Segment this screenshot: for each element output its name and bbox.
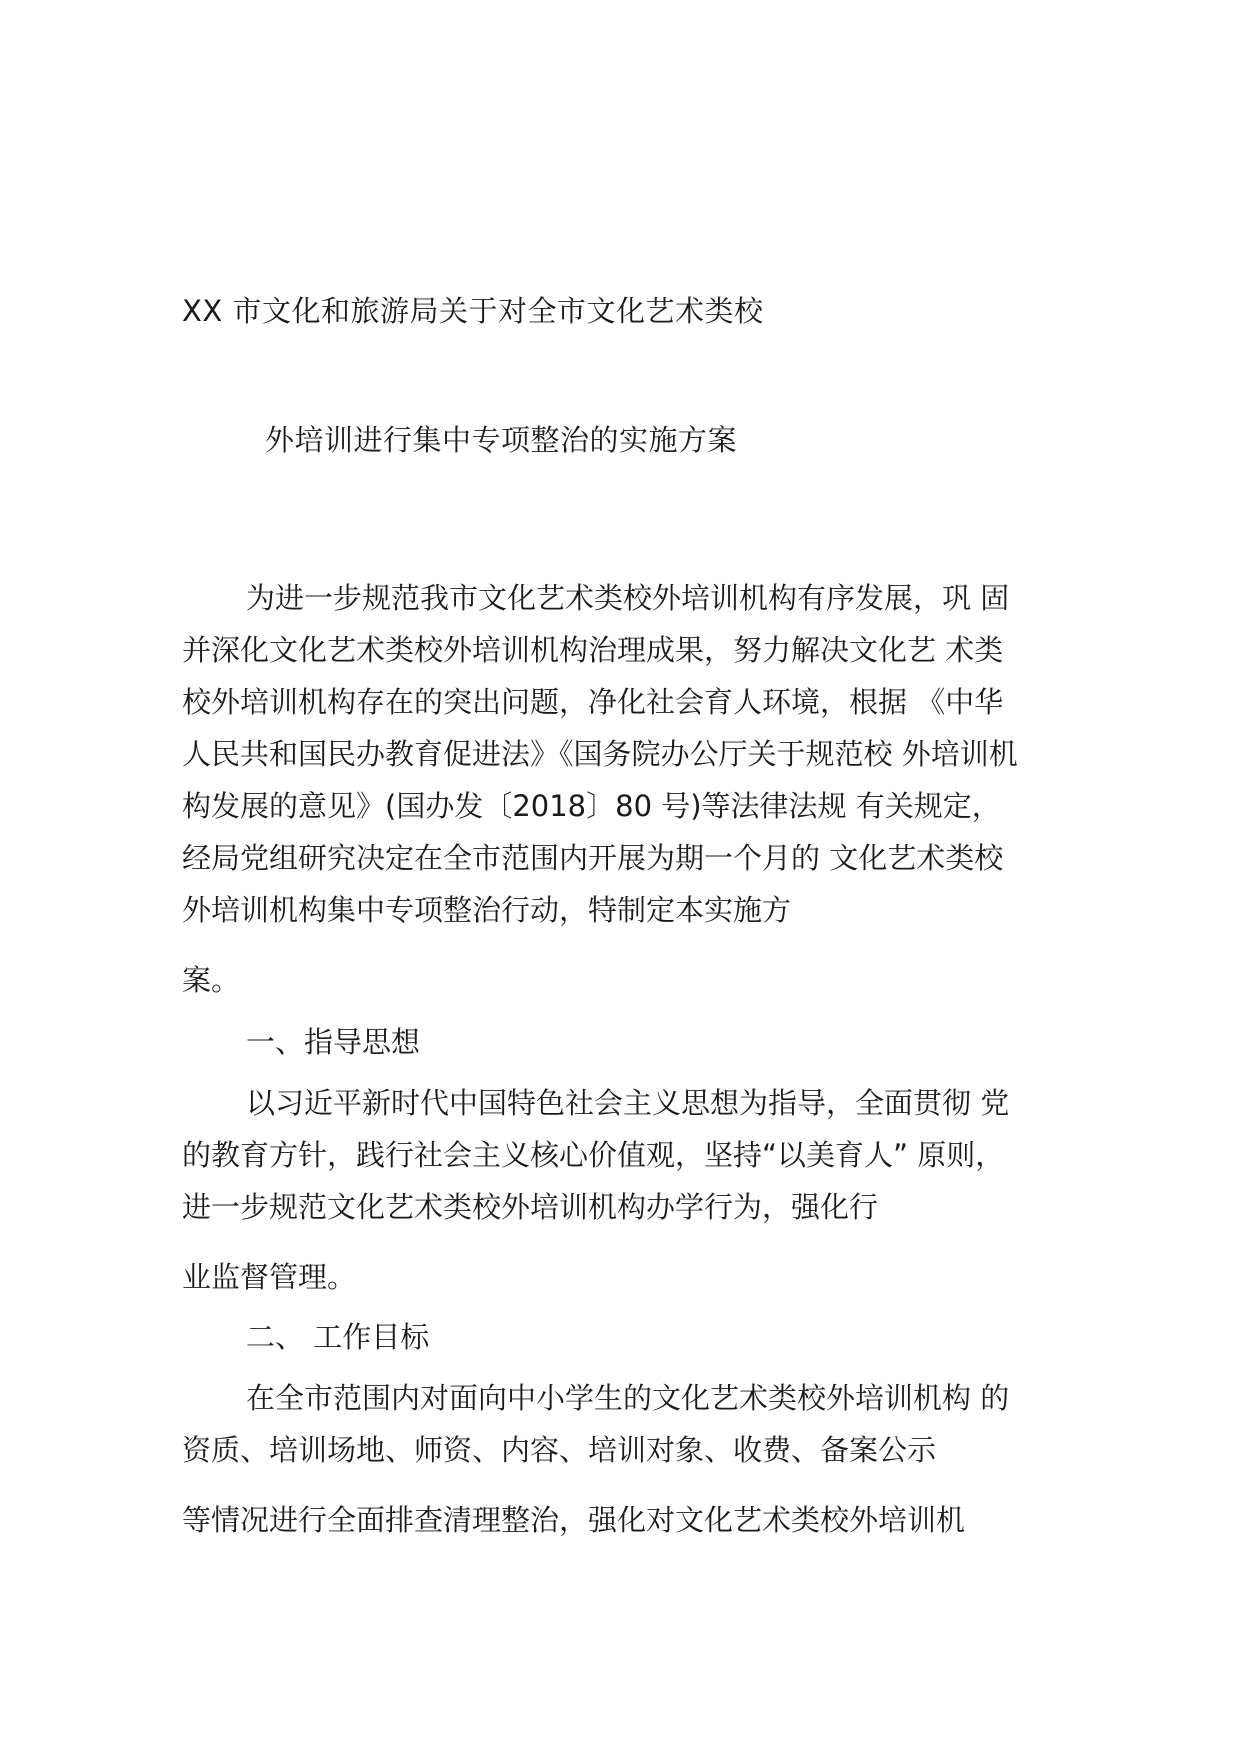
paragraph-line: 经局党组研究决定在全市范围内开展为期一个月的 文化艺术类校 [182,841,1004,875]
paragraph-line: 为进一步规范我市文化艺术类校外培训机构有序发展，巩 固 [246,581,1010,615]
paragraph-line: 案。 [182,963,241,997]
section-heading-work-goals: 二、 工作目标 [246,1320,430,1354]
paragraph-line: 校外培训机构存在的突出问题，净化社会育人环境，根据 《中华 [182,685,1004,719]
document-title-line-2: 外培训进行集中专项整治的实施方案 [265,423,738,457]
paragraph-line: 在全市范围内对面向中小学生的文化艺术类校外培训机构 的 [246,1381,1010,1415]
paragraph-line: 构发展的意见》(国办发〔2018〕80 号)等法律法规 有关规定， [182,789,1001,823]
document-title-line-1: XX 市文化和旅游局关于对全市文化艺术类校 [182,294,764,328]
section-heading-guiding-thought: 一、指导思想 [246,1025,421,1059]
paragraph-line: 进一步规范文化艺术类校外培训机构办学行为，强化行 [182,1190,879,1224]
paragraph-line: 人民共和国民办教育促进法》《国务院办公厅关于规范校 外培训机 [182,737,1018,771]
paragraph-line: 的教育方针，践行社会主义核心价值观，坚持“以美育人” 原则， [182,1138,1005,1172]
paragraph-line: 并深化文化艺术类校外培训机构治理成果，努力解决文化艺 术类 [182,633,1004,667]
paragraph-line: 业监督管理。 [182,1260,357,1294]
paragraph-line: 外培训机构集中专项整治行动，特制定本实施方 [182,893,792,927]
paragraph-line: 以习近平新时代中国特色社会主义思想为指导，全面贯彻 党 [246,1086,1010,1120]
paragraph-line: 资质、培训场地、师资、内容、培训对象、收费、备案公示 [182,1433,937,1467]
paragraph-line: 等情况进行全面排查清理整治，强化对文化艺术类校外培训机 [182,1503,966,1537]
